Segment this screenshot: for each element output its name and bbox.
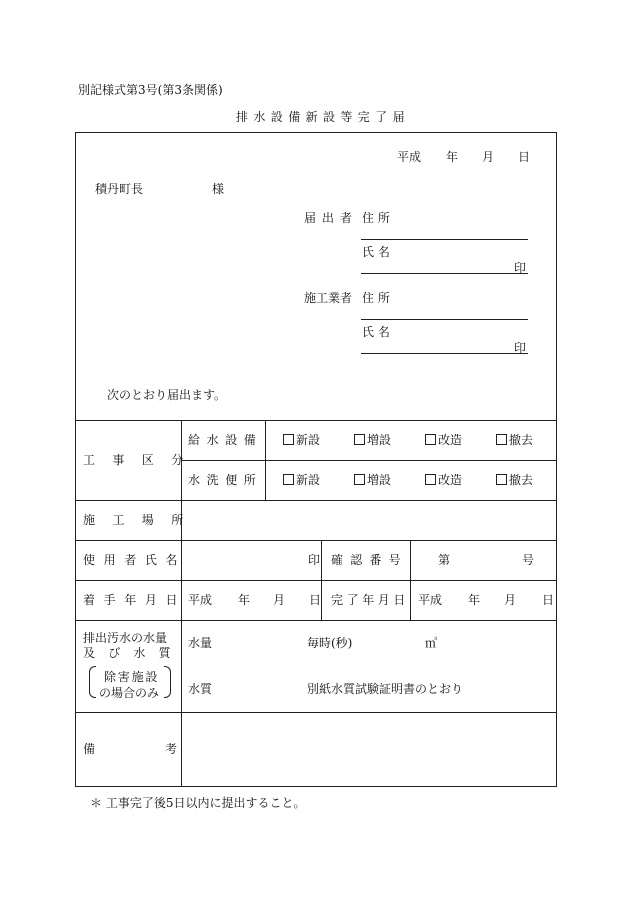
contractor-seal: 印 (514, 341, 527, 355)
remarks-label-2: 考 (165, 742, 178, 756)
remarks-label-1: 備 (83, 742, 96, 756)
confirmation-go: 号 (522, 553, 535, 567)
volume-label: 水量 (188, 636, 213, 650)
completion-date-label: 完了年月日 (331, 593, 410, 607)
discharge-label-line1: 排出汚水の水量 (83, 631, 168, 645)
start-date-month: 月 (273, 593, 286, 607)
construction-type-label: 工事区分 (83, 453, 201, 467)
rule (410, 540, 411, 620)
applicant-label: 届出者 (304, 211, 359, 225)
harmful-facility-bracket (89, 666, 171, 698)
option-label: 撤去 (509, 473, 534, 487)
rule (76, 420, 556, 421)
form-box (75, 132, 557, 787)
discharge-label-line2: 及び水質 (83, 646, 184, 660)
checkbox-icon[interactable] (496, 434, 507, 445)
date-month: 月 (482, 150, 495, 164)
notice-text: 次のとおり届出ます。 (107, 388, 227, 402)
volume-unit: ㎥ (425, 636, 438, 650)
option-label: 新設 (296, 433, 321, 447)
rule (265, 420, 266, 500)
document-title: 排水設備新設等完了届 (236, 110, 411, 124)
start-date-label: 着手年月日 (83, 593, 187, 607)
contractor-address-label: 住 所 (362, 291, 390, 305)
flush-toilet-remodel[interactable] (425, 474, 462, 486)
contractor-label: 施工業者 (304, 291, 353, 305)
option-label: 改造 (438, 433, 463, 447)
bracket-line2: の場合のみ (99, 686, 160, 700)
flush-toilet-new[interactable] (283, 474, 320, 486)
rule (76, 540, 556, 541)
user-seal: 印 (308, 553, 321, 567)
water-supply-extension[interactable] (354, 434, 391, 446)
option-label: 撤去 (509, 433, 534, 447)
date-year: 年 (446, 150, 459, 164)
user-name-label: 使用者氏名 (83, 553, 187, 567)
checkbox-icon[interactable] (425, 474, 436, 485)
flush-toilet-label: 水洗便所 (188, 473, 263, 487)
option-label: 増設 (367, 433, 392, 447)
applicant-name-line[interactable] (361, 273, 528, 274)
form-number-label: 別記様式第3号(第3条関係) (78, 83, 223, 97)
completion-date-month: 月 (504, 593, 517, 607)
checkbox-icon[interactable] (354, 474, 365, 485)
rule (321, 540, 322, 620)
rule (76, 712, 556, 713)
flush-toilet-extension[interactable] (354, 474, 391, 486)
confirmation-dai: 第 (438, 553, 451, 567)
checkbox-icon[interactable] (425, 434, 436, 445)
checkbox-icon[interactable] (496, 474, 507, 485)
bracket-line1: 除害施設 (104, 670, 160, 684)
option-label: 改造 (438, 473, 463, 487)
contractor-name-label: 氏 名 (362, 325, 390, 339)
date-era: 平成 (397, 150, 422, 164)
water-supply-remodel[interactable] (425, 434, 462, 446)
honorific: 様 (212, 182, 225, 196)
applicant-seal: 印 (514, 261, 527, 275)
left-bracket (89, 666, 96, 698)
contractor-name-line[interactable] (361, 353, 528, 354)
quality-value: 別紙水質試験証明書のとおり (307, 682, 464, 696)
addressee: 積丹町長 (95, 182, 144, 196)
rule (76, 500, 556, 501)
option-label: 増設 (367, 473, 392, 487)
applicant-name-label: 氏 名 (362, 245, 390, 259)
start-date-era: 平成 (188, 593, 213, 607)
option-label: 新設 (296, 473, 321, 487)
checkbox-icon[interactable] (283, 474, 294, 485)
water-supply-removal[interactable] (496, 434, 533, 446)
completion-date-era: 平成 (418, 593, 443, 607)
water-supply-new[interactable] (283, 434, 320, 446)
quality-label: 水質 (188, 682, 213, 696)
confirmation-number-label: 確認番号 (331, 553, 408, 567)
rule (76, 620, 556, 621)
start-date-year: 年 (238, 593, 251, 607)
completion-date-year: 年 (468, 593, 481, 607)
footnote: ＊ 工事完了後5日以内に提出すること。 (90, 796, 306, 810)
flush-toilet-removal[interactable] (496, 474, 533, 486)
site-label: 施工場所 (83, 513, 201, 527)
checkbox-icon[interactable] (283, 434, 294, 445)
right-bracket (164, 666, 171, 698)
date-day: 日 (518, 150, 531, 164)
completion-date-day: 日 (542, 593, 555, 607)
applicant-address-line[interactable] (361, 239, 528, 240)
water-supply-label: 給水設備 (188, 433, 263, 447)
rule (76, 580, 556, 581)
checkbox-icon[interactable] (354, 434, 365, 445)
applicant-address-label: 住 所 (362, 211, 390, 225)
per-hour-label: 毎時(秒) (307, 636, 353, 650)
contractor-address-line[interactable] (361, 319, 528, 320)
rule (181, 460, 556, 461)
start-date-day: 日 (309, 593, 322, 607)
